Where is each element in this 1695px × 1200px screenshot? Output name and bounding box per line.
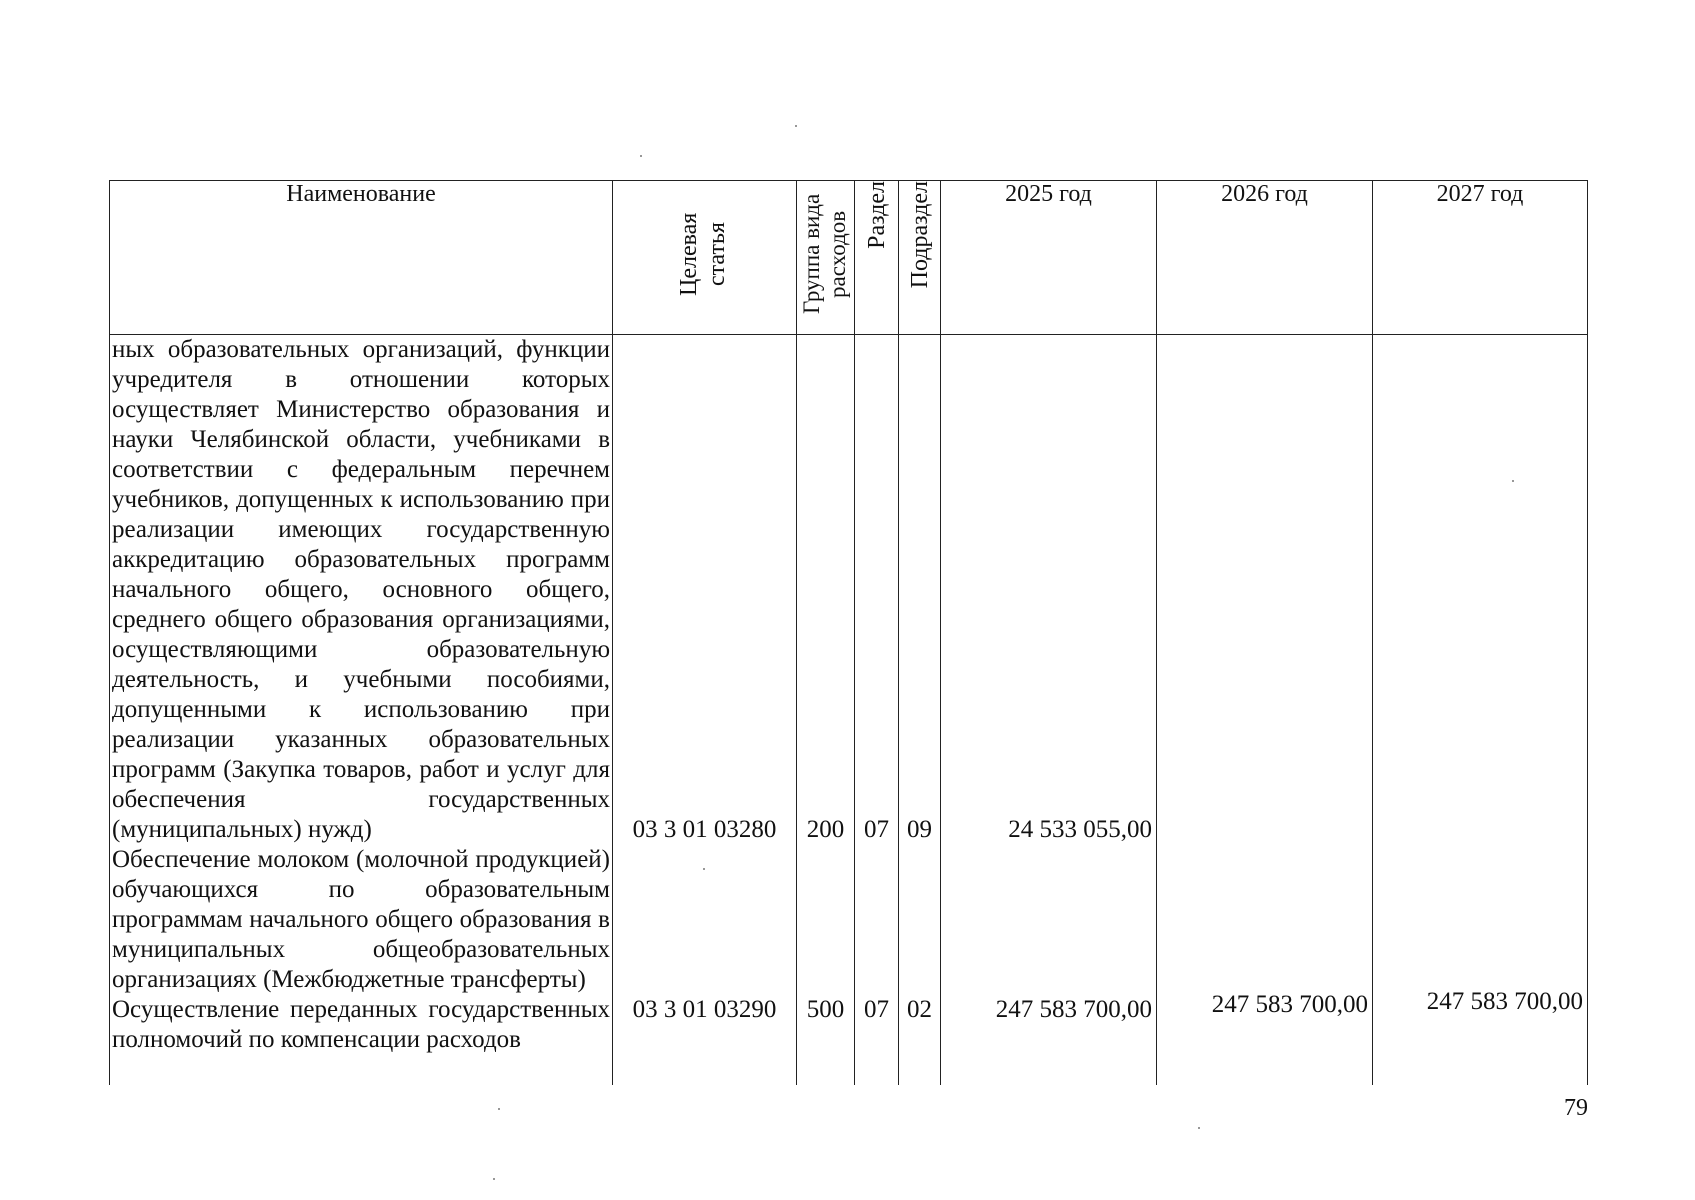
header-year-2025: 2025 год bbox=[941, 181, 1157, 335]
target-article-cell bbox=[613, 335, 797, 1086]
table-cell: 500 bbox=[806, 996, 845, 1023]
name-cell bbox=[110, 335, 613, 1086]
budget-table bbox=[109, 180, 1588, 1085]
table-cell: 247 583 700,00 bbox=[995, 996, 1152, 1023]
scan-speck bbox=[640, 155, 642, 157]
table-cell: 07 bbox=[864, 996, 889, 1023]
table-cell: 24 533 055,00 bbox=[1008, 816, 1152, 843]
header-expense-group: Группа вида расходов bbox=[797, 181, 855, 335]
item-description: Осуществление переданных государственных полномочий по компенсации расходов bbox=[112, 996, 610, 1053]
page-number: 79 bbox=[1564, 1095, 1588, 1121]
scan-speck bbox=[795, 125, 797, 127]
header-name: Наименование bbox=[110, 181, 613, 335]
header-section: Раздел bbox=[855, 181, 899, 335]
header-year-2027: 2027 год bbox=[1373, 181, 1588, 335]
scan-speck bbox=[498, 1108, 500, 1110]
section-cell bbox=[855, 335, 899, 1086]
header-year-2026: 2026 год bbox=[1157, 181, 1373, 335]
item-description: ных образовательных организаций, функции учредителя в отношении которых осуществляет Министерство образования и науки Челябинской области, учебниками в соответствии с федеральным перечнем учебников, допущенных к использованию при реализации имеющих государственную аккредитацию образовательных программ начального общего, основного общего, среднего общего образования организациями, осуществляющими образовательную деятельность, и учебными пособиями, допущенными к использованию при реализации указанных образовательных программ (Закупка товаров, работ и услуг для обеспечения государственных (муниципальных) нужд) bbox=[112, 336, 610, 843]
year-2025-cell bbox=[941, 335, 1157, 1086]
header-target-article: Целевая статья bbox=[613, 181, 797, 335]
header-subsection: Подраздел bbox=[899, 181, 941, 335]
scan-speck bbox=[1512, 480, 1514, 482]
table-cell: 03 3 01 03280 bbox=[632, 816, 777, 843]
scan-speck bbox=[493, 1178, 495, 1180]
table-header bbox=[110, 181, 1588, 335]
year-2026-cell bbox=[1157, 335, 1373, 1086]
table-cell: 03 3 01 03290 bbox=[632, 996, 777, 1023]
table-cell: 07 bbox=[864, 816, 889, 843]
table-cell: 247 583 700,00 bbox=[1426, 988, 1583, 1015]
table-cell: 09 bbox=[907, 816, 932, 843]
year-2027-cell bbox=[1373, 335, 1588, 1086]
item-description: Обеспечение молоком (молочной продукцией) обучающихся по образовательным программам начального общего образования в муниципальных общеобразовательных организациях (Межбюджетные трансферты) bbox=[112, 846, 610, 993]
expense-group-cell bbox=[797, 335, 855, 1086]
scan-speck bbox=[703, 868, 705, 870]
table-cell: 200 bbox=[806, 816, 845, 843]
table-cell: 02 bbox=[907, 996, 932, 1023]
subsection-cell bbox=[899, 335, 941, 1086]
scan-speck bbox=[1198, 1127, 1200, 1129]
table-body-row bbox=[110, 335, 1588, 1086]
table-cell: 247 583 700,00 bbox=[1211, 991, 1368, 1018]
